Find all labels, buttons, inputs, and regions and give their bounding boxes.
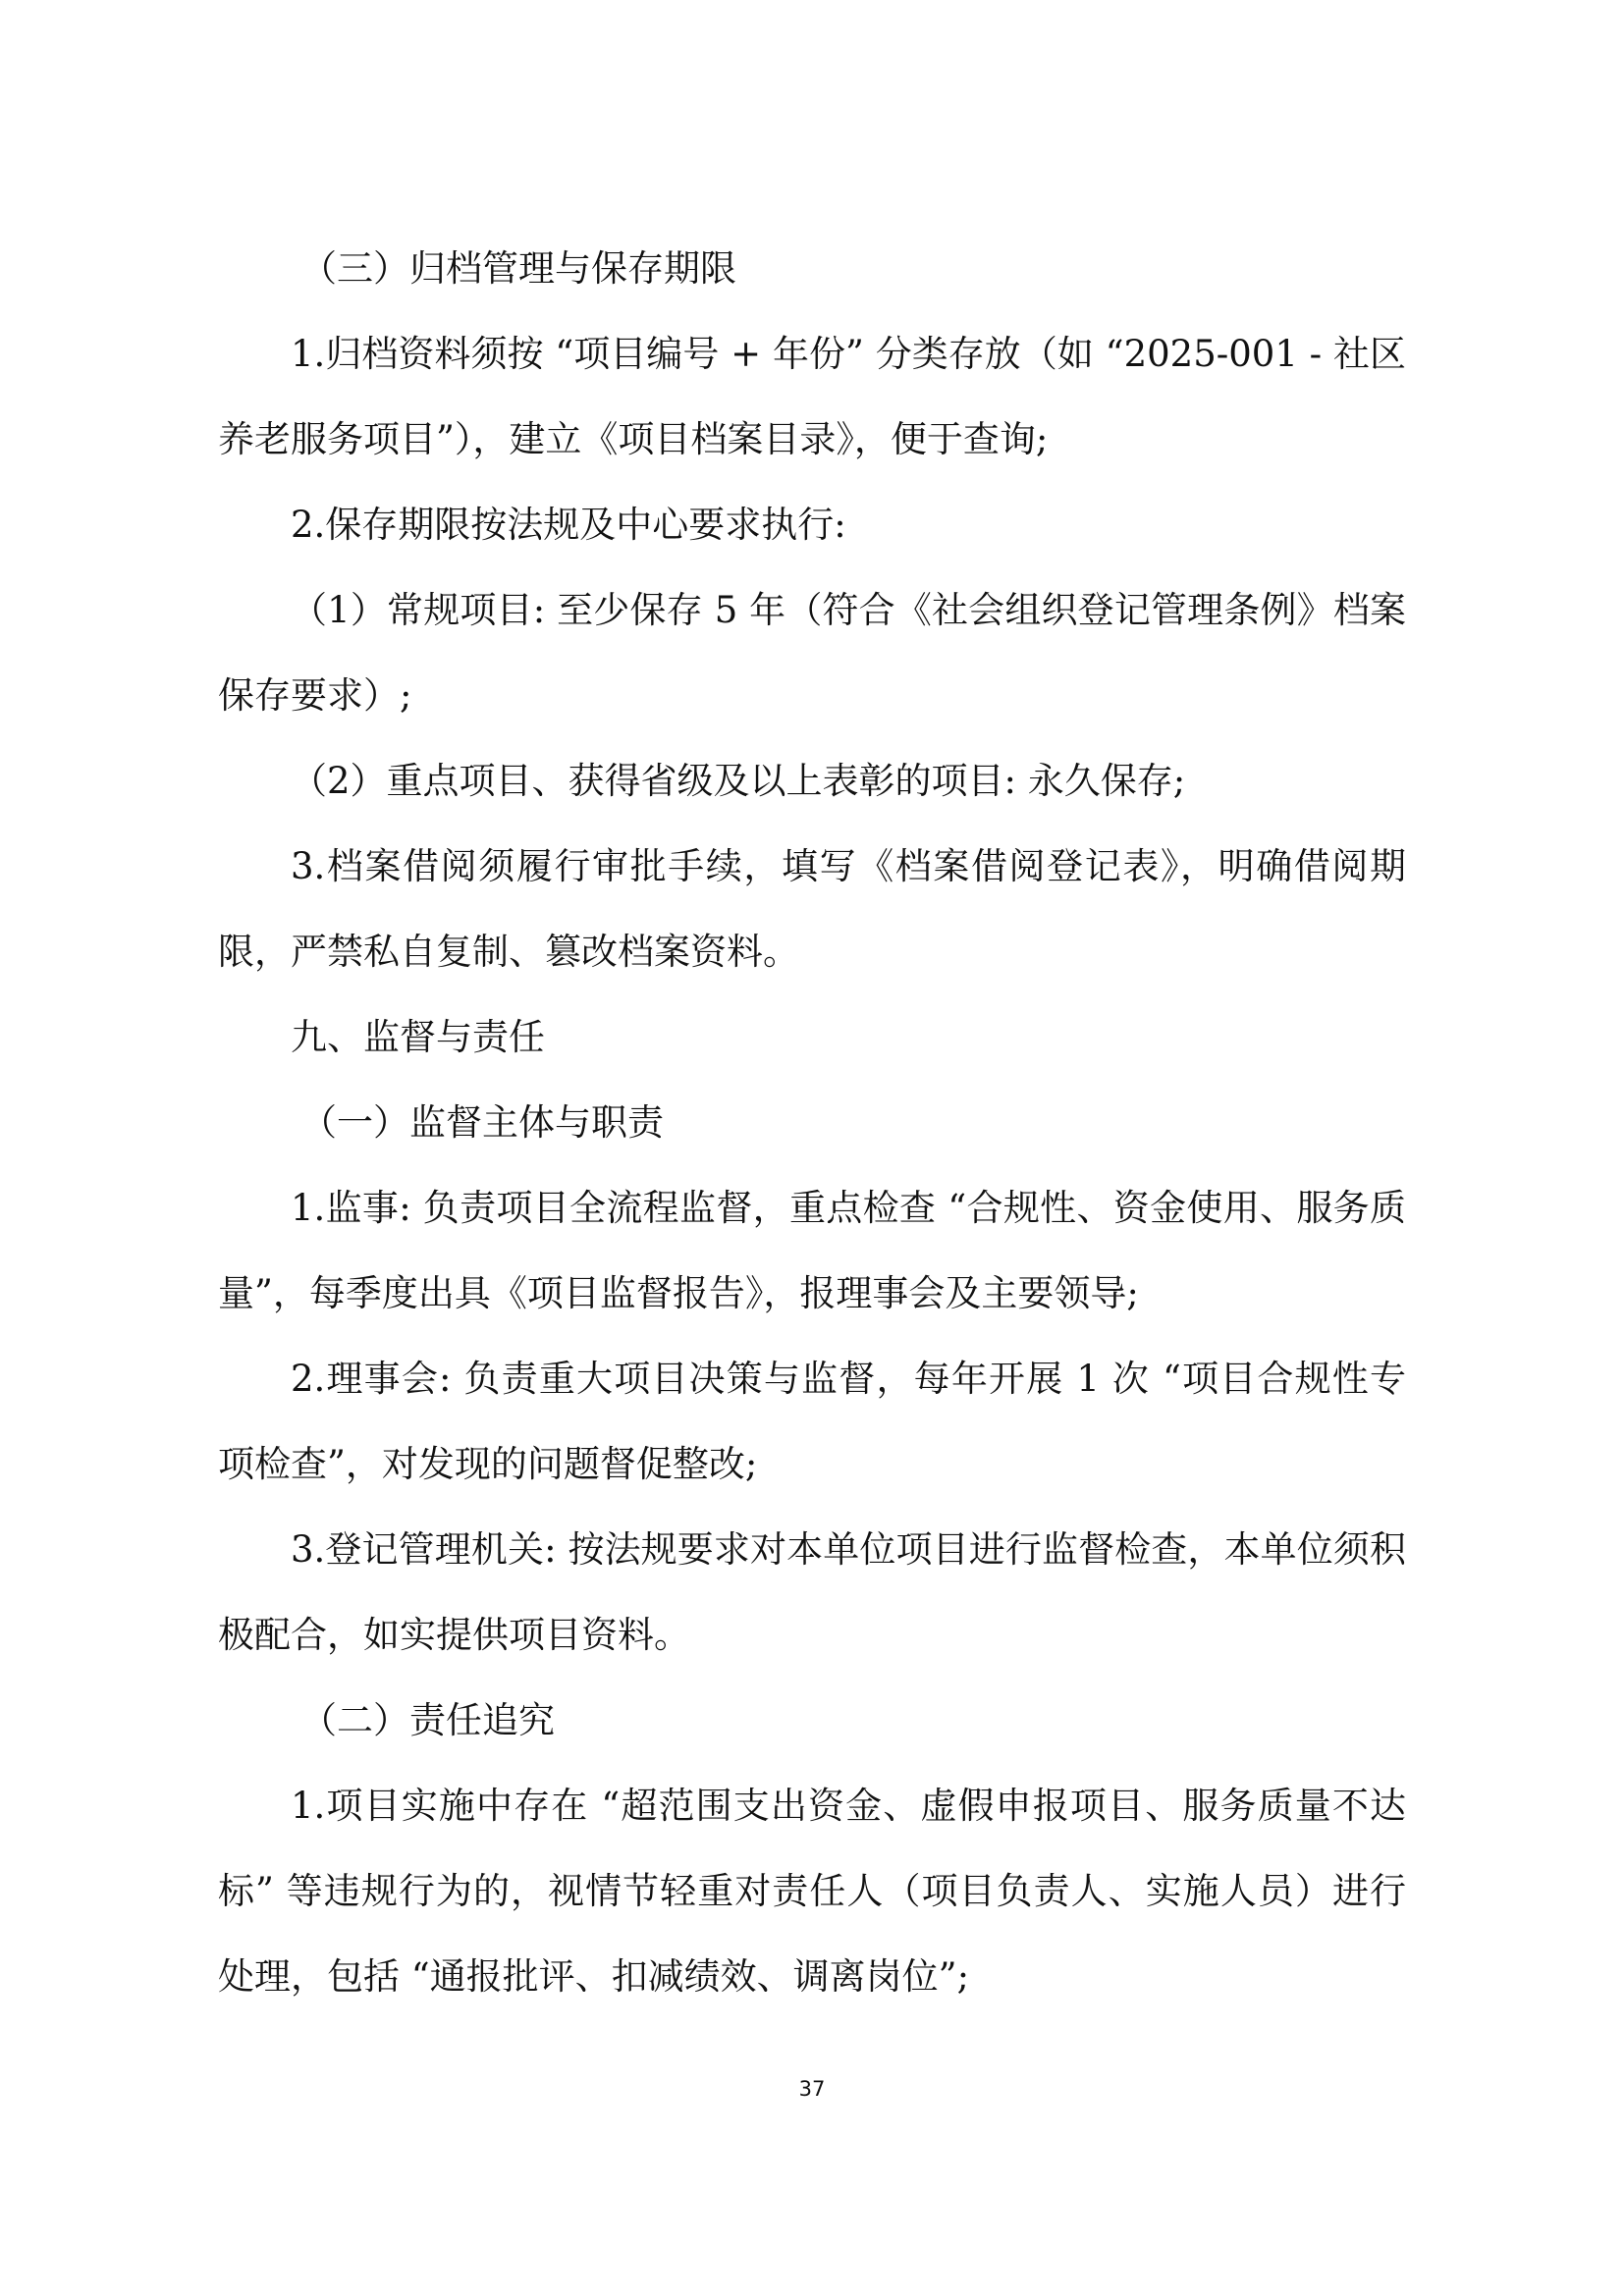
paragraph-registration-authority: 3.登记管理机关: 按法规要求对本单位项目进行监督检查，本单位须积极配合，如实提供项目资料。 (218, 1528, 1406, 1656)
paragraph-archive-classification: 1.归档资料须按 “项目编号 + 年份” 分类存放（如 “2025-001 - 社区养老服务项目”），建立《项目档案目录》，便于查询; (218, 333, 1406, 460)
paragraph-retention-period: 2.保存期限按法规及中心要求执行: (291, 504, 846, 546)
paragraph-regular-projects: （1）常规项目: 至少保存 5 年（符合《社会组织登记管理条例》档案保存要求）; (218, 589, 1406, 717)
paragraph-council-duties: 2.理事会: 负责重大项目决策与监督，每年开展 1 次 “项目合规性专项检查”，对发现的问题督促整改; (218, 1358, 1406, 1485)
section-heading-supervisors: （一）监督主体与职责 (300, 1101, 664, 1144)
paragraph-archive-borrowing: 3.档案借阅须履行审批手续，填写《档案借阅登记表》，明确借阅期限，严禁私自复制、篡改档案资料。 (218, 845, 1406, 973)
chapter-heading-supervision: 九、监督与责任 (291, 1016, 545, 1058)
section-heading-archiving: （三）归档管理与保存期限 (300, 247, 736, 290)
paragraph-key-projects: （2）重点项目、获得省级及以上表彰的项目: 永久保存; (291, 760, 1186, 802)
section-heading-accountability: （二）责任追究 (300, 1699, 555, 1741)
paragraph-violations: 1.项目实施中存在 “超范围支出资金、虚假申报项目、服务质量不达标” 等违规行为的，视情节轻重对责任人（项目负责人、实施人员）进行处理，包括 “通报批评、扣减绩效、调离岗位”; (218, 1785, 1406, 1998)
document-body (218, 226, 1406, 2019)
paragraph-supervisor-duties: 1.监事: 负责项目全流程监督，重点检查 “合规性、资金使用、服务质量”，每季度出具《项目监督报告》，报理事会及主要领导; (218, 1187, 1406, 1314)
page-number: 37 (798, 2077, 826, 2101)
